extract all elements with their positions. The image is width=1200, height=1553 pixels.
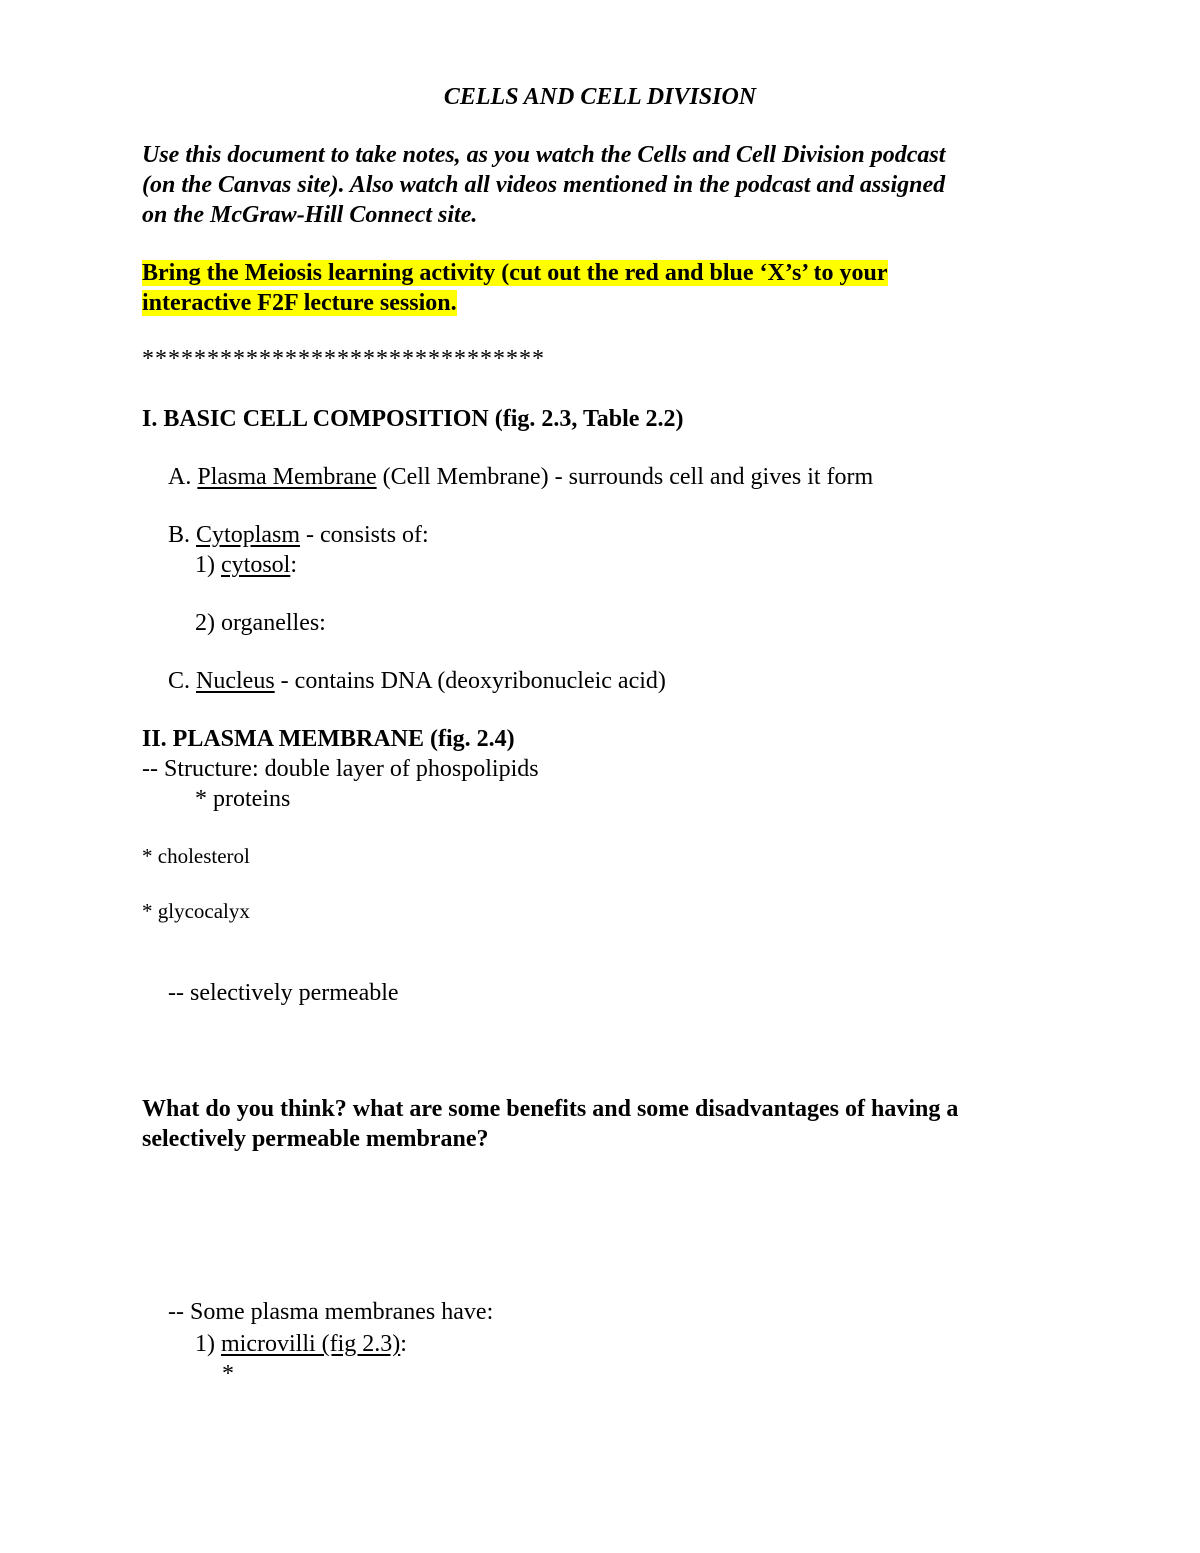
item-b1-cytosol: 1) cytosol: xyxy=(195,552,297,578)
item-a-plasma-membrane: A. Plasma Membrane (Cell Membrane) - surrounds cell and gives it form xyxy=(168,464,874,490)
question-line-2: selectively permeable membrane? xyxy=(142,1126,489,1152)
notice-line-2 xyxy=(142,288,457,318)
highlighted-text: interactive F2F lecture session. xyxy=(142,290,457,316)
intro-line-3: on the McGraw-Hill Connect site. xyxy=(142,202,478,228)
item-b2-organelles: 2) organelles: xyxy=(195,610,326,636)
section-2-heading: II. PLASMA MEMBRANE (fig. 2.4) xyxy=(142,726,515,752)
item-b-cytoplasm: B. Cytoplasm - consists of: xyxy=(168,522,429,548)
term-cytoplasm: Cytoplasm xyxy=(196,522,301,548)
bullet-asterisk: * xyxy=(222,1361,234,1387)
some-membranes-line: -- Some plasma membranes have: xyxy=(168,1299,494,1325)
notice-line-1 xyxy=(142,258,888,288)
structure-line: -- Structure: double layer of phospolipids xyxy=(142,756,539,782)
section-1-heading: I. BASIC CELL COMPOSITION (fig. 2.3, Table 2.2) xyxy=(142,406,684,432)
term-cytosol: cytosol xyxy=(221,552,291,578)
term-nucleus: Nucleus xyxy=(196,668,275,694)
cholesterol-line: * cholesterol xyxy=(142,844,250,868)
divider-asterisks: ******************************* xyxy=(142,346,545,372)
highlighted-text: Bring the Meiosis learning activity (cut out the red and blue ‘X’s’ to your xyxy=(142,260,888,286)
item-c-nucleus: C. Nucleus - contains DNA (deoxyribonucleic acid) xyxy=(168,668,666,694)
page-title: CELLS AND CELL DIVISION xyxy=(443,84,757,110)
intro-line-1: Use this document to take notes, as you watch the Cells and Cell Division podcast xyxy=(142,142,946,168)
selectively-permeable-line: -- selectively permeable xyxy=(168,980,399,1006)
term-microvilli: microvilli (fig 2.3) xyxy=(221,1331,401,1357)
term-plasma-membrane: Plasma Membrane xyxy=(197,464,377,490)
item-microvilli: 1) microvilli (fig 2.3): xyxy=(195,1331,407,1357)
glycocalyx-line: * glycocalyx xyxy=(142,899,250,923)
intro-line-2: (on the Canvas site). Also watch all videos mentioned in the podcast and assigned xyxy=(142,172,946,198)
proteins-line: * proteins xyxy=(195,786,291,812)
question-line-1: What do you think? what are some benefits and some disadvantages of having a xyxy=(142,1096,959,1122)
